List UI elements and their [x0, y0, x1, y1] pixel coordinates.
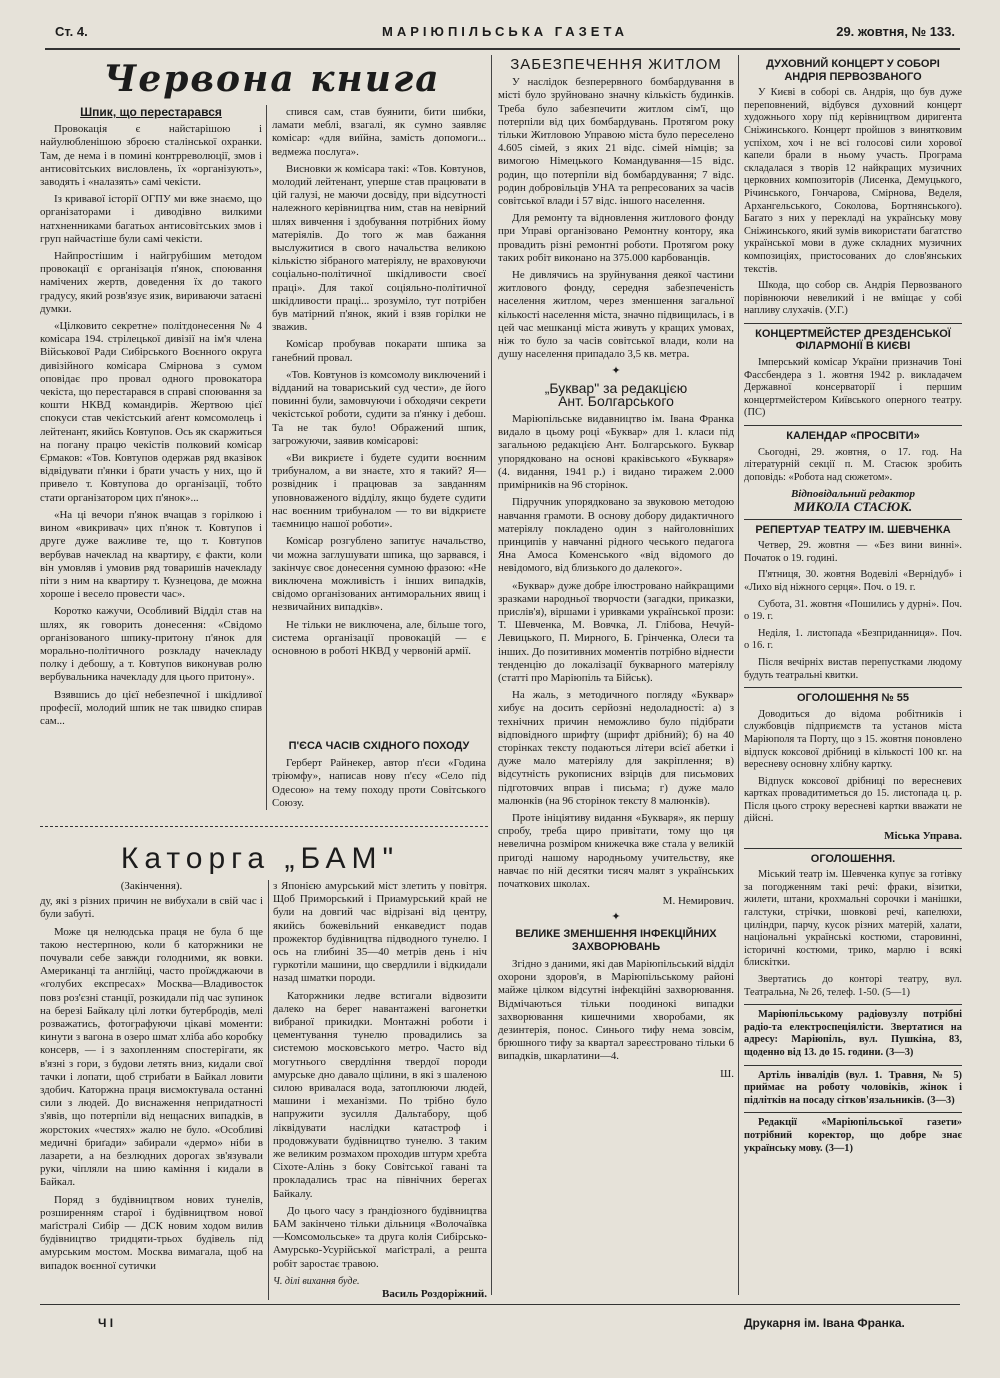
zhytlo-title: ЗАБЕЗПЕЧЕННЯ ЖИТЛОМ	[510, 56, 722, 73]
katorga-note: Ч. ділі вихання буде.	[273, 1275, 360, 1287]
editor-label: Відповідальний редактор	[790, 488, 916, 501]
paragraph: Не тільки не виключена, але, більше того, система організації провокацій — є основною в роботі НКВД у червоній армії.	[272, 618, 486, 657]
chervona-title: Червона книга	[103, 58, 441, 100]
paragraph: «Цілковито секретне» політдонесення № 4 комісара 194. стрілецької дивізії на ім'я члена Військової Ради Сибірського Воєнного округа дивізійного комісара Смірнова з сумом оповідає про провал одного провокатора чекіста, що перестарався в справі споювання за кошти НКВД командирів. Жертвою цієї спокуси став чекістський аґент комсомолець і лейтенант, якийсь Ковтупов. Ось як скаржиться на погану працю чекістів полковий комісар Єрмаков: «Тов. Ковтупов одержав ряд вказівок відвідувати п'янки і брати участь у них, що й привело т. Ковтупова до організації, тобто стати організатором цих п'янок»...	[40, 320, 262, 504]
chervona-col2	[272, 106, 486, 738]
paragraph: У Києві в соборі св. Андрія, що був дуже переповнений, відбувся духовний концерт художнього хору під керівництвом диригента Сніжинського. Концерт пройшов з винятковим успіхом, хоч і не всі голосові сили хорової капели брали в ньому участь. Програма складалася з творів 12 найкращих музичних церковних композиторів (Лисенка, Демуцького, Річинського, Гончарова, Смірнова, Веделя, Архангельського, Соколова, Бортнянського). Багато з них у перекладі на українську мову Сніжинського, який зумів використати багатство української мови в дуже складних музичних композиціях, пристосованих до слов'янських текстів.	[744, 87, 962, 275]
dresden-title: КОНЦЕРТМЕЙСТЕР ДРЕЗДЕНСЬКОЇ	[755, 327, 951, 340]
ogol-tag: (5—1)	[882, 986, 910, 998]
dresden-tag: (ПС)	[744, 407, 766, 419]
bukvar-subtitle: Ант. Болгарського	[558, 392, 674, 409]
box-rule	[744, 1004, 962, 1005]
paragraph: До цього часу з ґрандіозного будівництва БАМ закінчено тільки дільниця «Волочаївка—Комсомольське» та друга колія Сибірсько-Амурсько-Усурійської маґістралі, а решта робіт заростає травою.	[273, 1204, 487, 1270]
box-rule	[744, 1112, 962, 1113]
kalendar-title: КАЛЕНДАР «ПРОСВІТИ»	[786, 430, 920, 443]
dresden-text: Імперський комісар України призначив Тоні Фассбендера з 1. жовтня 1942 р. викладачем Державної консерваторії і першим концертмейстером Київського оперного театру.	[744, 357, 962, 406]
paragraph: «На ці вечори п'янок вчащав з горілкою і вином «викривач» цих п'янок т. Ковтупов і друге дуже важливе те, що т. Ковтупов вербував начеклад на квартиру, є факти, коли він умовляв і умовив ряд товаришів начекладу піти з ним на квартиру т. Кузнецова, де можна хороше і весело провести час».	[40, 508, 262, 601]
paragraph: Маріюпільське видавництво ім. Івана Франка видало в цьому році «Буквар» для 1. класи під загальною редакцією Ант. Болгарського. Буквар упорядковано на основі краківського «Букваря» (4. видання, 1941 р.) і видано тиражем 2.000 примірників на 96 сторінок.	[498, 413, 734, 492]
issue-info: 29. жовтня, № 133.	[836, 24, 955, 39]
chervona-col1	[40, 106, 262, 820]
box-rule	[744, 687, 962, 688]
ogol55-sign: Міська Управа.	[884, 830, 962, 843]
paragraph: Для ремонту та відновлення житлового фонду при Управі організовано Ремонтну контору, яка провадить різні ремонтні роботи. Протягом року таких робіт виконано на 375.000 карбованців.	[498, 212, 734, 264]
paragraph: Не дивлячись на зруйнування деякої частини житлового фонду, середня забезпеченість населення житлом, через зменшення загальної кількості населення міста, значно підвищилась, і в цей час мешканці міста живуть у кращих умовах, ніж то було за часів совітської влади, коли на душу населення припадало 3,5 кв. метра.	[498, 269, 734, 361]
repertuar-item: Неділя, 1. листопада «Безприданниця». Поч. о 16. г.	[744, 627, 962, 652]
column-4	[744, 58, 962, 1308]
footer-rule	[40, 1304, 960, 1305]
repertuar-item: П'ятниця, 30. жовтня Водевілі «Вернідуб» і «Лихо від ніжного серця». Поч. о 19. г.	[744, 569, 962, 593]
radio-tag: (3—3)	[885, 1046, 914, 1058]
divider	[268, 880, 269, 1300]
bukvar-signature: М. Немирович.	[662, 895, 734, 908]
koncert-title: ДУХОВНИЙ КОНЦЕРТ У СОБОРІ	[766, 58, 940, 70]
chervona-header	[58, 56, 486, 106]
chervona-subtitle: Шпик, що перестарався	[80, 105, 222, 119]
page-header	[55, 24, 955, 46]
paragraph	[744, 1117, 962, 1155]
paragraph: Коротко кажучи, Особливий Відділ став на шлях, як говорить донесення: «Свідомо організованого шпику-притону п'янок для морально-політичного розкладу начекладу полку і дебошу, а т. Ковтупов виконував ролю вербувальника начекладу для цього притону».	[40, 605, 262, 684]
katorga-col1	[40, 880, 263, 1294]
infek-title: ВЕЛИКЕ ЗМЕНШЕННЯ ІНФЕКЦІЙНИХ	[515, 927, 717, 940]
infek-signature: Ш.	[720, 1067, 734, 1080]
dresden-subtitle: ФІЛАРМОНІЇ В КИЄВІ	[795, 340, 911, 353]
paragraph	[744, 974, 962, 999]
divider	[738, 55, 739, 1295]
paragraph: Із кривавої історії ОГПУ ми вже знаємо, що організаторами і диводівно вилкими натхненниками багатьох антисовітських змов і груп найчастіше були самі чекісти.	[40, 193, 262, 245]
katorga-intro: (Закінчення).	[120, 880, 183, 892]
divider	[491, 55, 492, 1295]
paragraph	[744, 1070, 962, 1108]
paragraph: Відпуск коксової дрібниці по вересневих картках провадитиметься до 15. листопада ц. р. Після цього строку вересневі картки вважати не дійсні.	[744, 775, 962, 825]
paragraph: Поряд з будівництвом нових тунелів, розширенням старої і будівництвом нової маґістралі Сибір — ДСК новим ходом вилив будівництво тридцяти-трьох будівель під амурським мостом. Москва вимагала, щоб на випадок воєнної сутички	[40, 1193, 263, 1272]
paragraph: «Буквар» дуже добре ілюстровано найкращими зразками народньої творчости (загадки, приказки, прислів'я), віршами і уривками української прози: Т. Шевченка, М. Вовчка, Л. Глібова, Нечуй-Левицького, П. Мирного, Б. Грінченка, Олеси та інших. До позитивних моментів потрібно віднести тенденцію до локалізації букварного матеріялу (статті про Маріюпіль та Бійськ).	[498, 579, 734, 684]
infek-subtitle: ЗАХВОРЮВАНЬ	[571, 940, 661, 953]
repertuar-item: Четвер, 29. жовтня — «Без вини винні». Початок о 19. годині.	[744, 540, 962, 564]
paragraph: з Японією амурський міст злетить у повітря. Щоб Приморський і Приамурський край не були на довгий час відрізані від центру, якийсь божевільний енкаведист подав прожектор будівництва підводного тунелю. І ось на глибині 35—40 метрів день і ніч гуркотіли машини, що свердлили і відкидали назад шматки породи.	[273, 880, 487, 985]
paragraph: У наслідок безперервного бомбардування в місті було зруйновано значну кількість будинків. Треба було забезпечити житлом сім'ї, що потерпіли від цих бомбардувань. Протягом року тільки Житловою Управою міста було переселено 4.605 сімей, з яких 21 відс. сімей німців; за вимогою Німецького Командування—15 відс. родин, що потерпіли від бомбардування; 7 відс. родин добровільців УНА та репресованих за часів совітської влади і 57 відс. іншого населення.	[498, 76, 734, 208]
koncert-subtitle: АНДРІЯ ПЕРВОЗВАНОГО	[784, 70, 922, 83]
paragraph: Каторжники ледве встигали відвозити далеко на берег навантажені вагонетки вибраної прикидки. Монтажні роботи і цементування тунелю провадились за системою московського метро. Часто від могутнього свердління твердої породи амурське дно давало щілини, в які з шаленою силою вривалася вода, затоплюючи людей, машини і механізми. По трібно було напружити зусилля Дальтабору, щоб ліквідувати наслідки катастроф і продовжувати будівництво тунелю. З таким же великим розмахом проходив штурм хребта Сіхоте-Алінь з боку Совітської гавані та прокладались трас на північних берегах Байкалу.	[273, 989, 487, 1200]
pesa-title: П'ЄСА ЧАСІВ СХІДНОГО ПОХОДУ	[288, 740, 470, 752]
ogol-text2: Звертатись до конторі театру, вул. Театральна, № 26, телеф. 1-50.	[744, 974, 962, 998]
paragraph: Доводиться до відома робітників і службовців підприємств та установ міста Маріюполя та Порту, що з 15. жовтня поновлено відпуск коксової дрібниці в кількості 100 кг. на вересневу основну хлібну картку.	[744, 708, 962, 771]
ogol-title: ОГОЛОШЕННЯ.	[810, 852, 896, 865]
koncert-tag: (У.Г.)	[825, 305, 848, 317]
paragraph: Найпростішим і найгрубішим методом провокації є організація п'янок, споювання намічених жертв, доведення їх до такого градусу, який розв'язує язик, вириваючи затаєні думки.	[40, 250, 262, 315]
newspaper-title: МАРІЮПІЛЬСЬКА ГАЗЕТА	[382, 24, 628, 39]
artil-text: Артіль інвалідів (вул. 1. Травня, № 5) приймає на роботу чоловіків, жінок і підлітків на посаду сітков'язальників.	[744, 1069, 962, 1106]
paragraph: Проте ініціятиву видання «Букваря», як першу спробу, треба щиро привітати, тому що ця невелична розміром книжечка вже стала у великій пригоді нашому народньому учительству, яке навчає по ній десятки тисяч малят з українських початкових школах.	[498, 811, 734, 890]
section-rule	[40, 826, 488, 827]
box-rule	[744, 323, 962, 324]
footer-left: Ч І	[98, 1316, 114, 1330]
paragraph	[744, 1009, 962, 1059]
paragraph: Після вечірніх вистав перепустками людому будуть театральні квитки.	[744, 656, 962, 681]
box-rule	[744, 425, 962, 426]
divider	[266, 105, 267, 810]
page-label: Ст. 4.	[55, 24, 88, 39]
radio-text: Маріюпільському радіовузлу потрібні радіо-та електроспеціялісти. Звертатися на адресу: Маріюпіль, вул. Пушкіна, 83, щоденно від 13. до 15. години.	[744, 1009, 962, 1058]
paragraph: Висновки ж комісара такі: «Тов. Ковтунов, молодий лейтенант, уперше став працювати в цій галузі, не маючи досвіду, при відсутності належного керівництва ним, став на невірний шлях вивчення і здобування потрібних йому матеріялів. До того ж мав бажання выслужитися в свого начальства великою кількістю зібраного матеріялу, не враховуючи соціально-політичної шкідливости своєї праці». Для такої соціяльно-політичної шкідливости праці... зрозуміло, тут потрібен був матірний п'янок, який і взяв горілки не зважив.	[272, 162, 486, 334]
paragraph	[744, 280, 962, 318]
paragraph: Згідно з даними, які дав Маріюпільський відділ охорони здоров'я, в Маріюпільському районі майже цілком відсутні інфекційні захворювання. Відмічаються тільки поодинокі випадки захворювання кишечними хворобами, як дезинтерія, понос. Синього тифу нема зовсім, брюшного тифу за квартал зареєстровано тільки 6 випадків, шкарлатини—4.	[498, 958, 734, 1063]
paragraph: Підручник упорядковано за звуковою методою навчання грамоти. В основу добору дидактичного матеріялу покладено один з найголовніших принципів у навчанні рідного чеського педагога Яна Амоса Коменського «від відомого до невідомого, від близького до далекого».	[498, 496, 734, 575]
repertuar-item: Субота, 31. жовтня «Пошились у дурні». Поч. о 19. г.	[744, 598, 962, 623]
paragraph: На жаль, з методичного погляду «Буквар» хибує на досить серйозні недоладності: а) з технічних причин неможливо було підібрати відповідного шрифту (шрифт дрібний); б) на 40 сторінках тексту подаються літери всієї абетки і дуже мало матеріялу для закріплення; в) відсутність рукописних взірців для письмових підготовчих вправ і письма; г) дуже мало малюнків (на 96 сторінок тексту 8 малюнків).	[498, 689, 734, 807]
pesa-article	[272, 740, 486, 820]
paragraph: Може ця нелюдська праця не була б ще такою нестерпною, коли б каторжники не почували себе завжди голодними, як вовки. Американці та англійці, часто проїжджаючи в «голубих експресах» Москва—Владивосток повз роз'єзні станції, розкидали під час зупинок на березі Байкалу цілі лотки бутербродів, мелі розважатись, фотографуючи цікаві моменти: кинути з вагона в озеро шмат хліба або коробку консерв, — і з захопленням спостерігати, як в'язні з гори, з будови летять вниз, кидали свої тачки і лопати, щоб стрибати в Байкал ловити здобич. Каторжна праця висмоктувала останні сили з людей. До виснаження непридатності з'явів, що потерпіли від нещасних випадків, в жорстоких «честях» жалю не було. «Особливі медичні бриґади» забирали «дермо» ніби в лазарети, а на безлюдних дорогах зв'язували руки, чіпляли на шию каміння і кидали в Байкал.	[40, 925, 263, 1189]
paragraph: «Ви викриєте і будете судити воєнним трибуналом, а ви знаєте, хто я такий? Я—розвідник і працював за завданням уповноваженого відділу, якщо будете судити нас воєнним трибуналом — то ви відкриєте таємницю нашої роботи».	[272, 452, 486, 531]
paragraph: Сьогодні, 29. жовтня, о 17. год. На літературній секції п. М. Стасюк зробить доповідь: «Робота над сюжетом».	[744, 446, 962, 483]
paragraph	[744, 357, 962, 420]
box-rule	[744, 519, 962, 520]
header-rule	[45, 48, 960, 50]
katorga-col2	[273, 880, 487, 1301]
bukvar-title: „Буквар" за редакцією	[544, 379, 688, 396]
paragraph: спився сам, став буянити, бити шибки, ламати меблі, взагалі, як сумно заявляє комісар: «для виїйна, замість допомоги... ведмежа послуга».	[272, 106, 486, 158]
paragraph: Провокація є найстарішою і найулюбленішою зброєю сталінської охранки. Там, де нема і в помині контрреволюції, змов і антисовітських висловлень, їх «організують», заводять і «налазять» самі чекісти.	[40, 123, 262, 189]
paragraph: Комісар розгублено запитує начальство, чи можна заглушувати шпика, що зарвався, і закінчує своє донесення сумною фразою: «Не виключена можливість і інших випадків, свідомо організованих антиморальних явищ і незвичайних випадків».	[272, 535, 486, 614]
printer-credit: Друкарня ім. Івана Франка.	[744, 1316, 905, 1330]
redakcia-text: Редакції «Маріюпільської газети» потрібний коректор, що добре знає українську мову.	[744, 1117, 962, 1154]
ogol55-title: ОГОЛОШЕННЯ № 55	[797, 692, 909, 705]
column-3	[498, 58, 734, 1302]
katorga-title: Каторга „БАМ"	[120, 842, 400, 875]
divider-ornament: ✦	[611, 365, 621, 378]
paragraph: «Тов. Ковтунов із комсомолу виключений і відданий на товариський суд чести», де його повинні були, замовчуючи і обходячи секрети чекістської роботи, судити за п'янку і дебош. Та не так було! Ображений шпик, загрожуючи, заявив комісарові:	[272, 368, 486, 447]
redakcia-tag: (3—1)	[825, 1142, 853, 1154]
artil-tag: (3—3)	[926, 1094, 955, 1106]
koncert-text2: Шкода, що собор св. Андрія Первозваного порівнюючи невеликий і не вміщає у собі напливу слухачів.	[744, 280, 962, 317]
paragraph: Комісар пробував покарати шпика за ганебний провал.	[272, 338, 486, 364]
paragraph: Міський театр ім. Шевченка купує за готівку за погодженням такі речі: фраки, візитки, жилети, штани, крохмальні сорочки і манішки, галстуки, стрічки, шовкові речі, капелюхи, циліндри, парчу, кусок різних матерій, халати, національні українські костюми, старовинні, історичні костюми, трико, марлю і всякі блискітки.	[744, 869, 962, 969]
paragraph: Герберт Райнекер, автор п'єси «Година тріюмфу», написав нову п'єсу «Село під Одесою» на тему походу проти Совітського Союзу.	[272, 757, 486, 809]
katorga-signature: Василь Роздоріжний.	[382, 1288, 487, 1301]
paragraph: Взявшись до цієї небезпечної і шкідливої професії, молодий шпик не так швидко спирав сам...	[40, 688, 262, 727]
editor-name: МИКОЛА СТАСЮК.	[793, 499, 913, 514]
divider-ornament: ✦	[611, 911, 621, 924]
box-rule	[744, 848, 962, 849]
repertuar-title: РЕПЕРТУАР ТЕАТРУ ІМ. ШЕВЧЕНКА	[755, 523, 951, 536]
box-rule	[744, 1065, 962, 1066]
paragraph: ду, які з різних причин не вибухали в свій час і були забуті.	[40, 895, 263, 921]
